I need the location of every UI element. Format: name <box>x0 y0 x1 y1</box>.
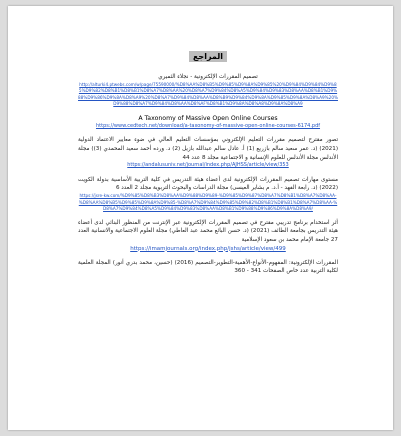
reference-item <box>78 73 338 108</box>
reference-text: تصميم المقررات الإلكترونية - نجلاء الثميري <box>158 74 258 80</box>
reference-item <box>78 136 338 169</box>
reference-text: المقررات الإلكترونية: المفهوم-الأنواع-الأهمية-التطوير-التصميم (2016) (حسين، محمد بدري أنور) المجلة العلمية لكلية التربية عدد خاص الصفحات 341 - 360 <box>78 259 338 275</box>
reference-link[interactable]: https://www.cedtech.net/download/a-taxonomy-of-massive-open-online-courses-6174.pdf <box>95 122 321 129</box>
reference-text: أثر استخدام برنامج تدريبي مقترح في تصميم المقررات الإلكترونية عبر الإنترنت من المنظور البنائي لدى أعضاء هيئة التدريس بجامعة الطائف (2021) (د. حسن البائع محمد عبد العاطي) مجلة العلوم الاجتماعية والانسانية العدد 27 جامعة الإمام محمد بن سعود الإسلامية <box>78 219 338 243</box>
reference-item <box>78 114 338 131</box>
reference-item <box>78 259 338 276</box>
references-section <box>78 44 338 282</box>
reference-link[interactable]: https://jsre-kw.com/%D9%85%D8%B3%D8%AA%D9%88%D9%89-%D9%85%D9%87%D8%A7%D8%B1%D8%A7%D8%AA-%D8%AA%D8%B5%D9%85%D9%8A%D9%85-%D8%A7%D9%84%D9%85%D9%82%D8%B1%D8%B1%D8%A7%D8%AA-%D8%A7%D9%84%D8%A5%D9%84%D9%83%D8%AA%D8%B1%D9%88%D9%86%D9%8A%D8%A9/ <box>78 192 338 212</box>
reference-link[interactable]: http://alturki4.ptwebs.com/w/page/75590000/%D8%AA%D8%B5%D9%85%D9%8A%D9%85%20%D9%84%D9%84%D9%85%D9%82%D8%B1%D8%B1%D8%A7%D8%AA%20%D8%A7%D9%84%D8%A5%D9%84%D9%83%D8%AA%D8%B1%D9%88%D9%86%D9%8A%D8%A9%20%D8%A7%D9%84%D8%AA%D8%B9%D9%84%D9%8A%D9%85%D9%8A%D8%A9%20%D9%88%D8%A7%D9%84%D8%AA%D8%AF%D8%B1%D9%8A%D8%A8%D9%8A%D8%A9 <box>78 81 338 107</box>
reference-link[interactable]: https://andalusuniv.net/journal/index.php/AJHSS/article/view/353 <box>127 162 289 169</box>
reference-text: مستوى مهارات تصميم المقررات الإلكترونية لدى أعضاء هيئة التدريس في كلية التربية الأساسية بدولة الكويت (2022) (د. رابعة الفهد - أ.د. م بشاير العيسى) مجلة الدراسات والبحوث التربوية مجلد 2 العدد 6 <box>78 176 338 192</box>
reference-text: تصور مقترح لتصميم مقررات التعليم الإلكتروني بمؤسسات التعليم العالي في ضوء معايير الاعتماد الدولية (2021) (د. عمر سعيد سالم بازريع (1) أ. عادل سالم عبدالله بازيل (2) د. ورده أحمد سعيد المحمدي (3)) مجلة الأندلس مجلة الأندلس للعلوم الإنسانية و الاجتماعية مجلد 8 عدد 44 <box>78 137 338 161</box>
document-page <box>8 6 393 430</box>
reference-item <box>78 176 338 213</box>
reference-link[interactable]: https://imamjournals.org/index.php/jshs/article/view/499 <box>130 245 286 252</box>
reference-text: A Taxonomy of Massive Open Online Courses <box>138 114 278 122</box>
references-heading <box>78 44 338 63</box>
reference-item <box>78 219 338 253</box>
page-title: المراجع <box>189 51 227 62</box>
